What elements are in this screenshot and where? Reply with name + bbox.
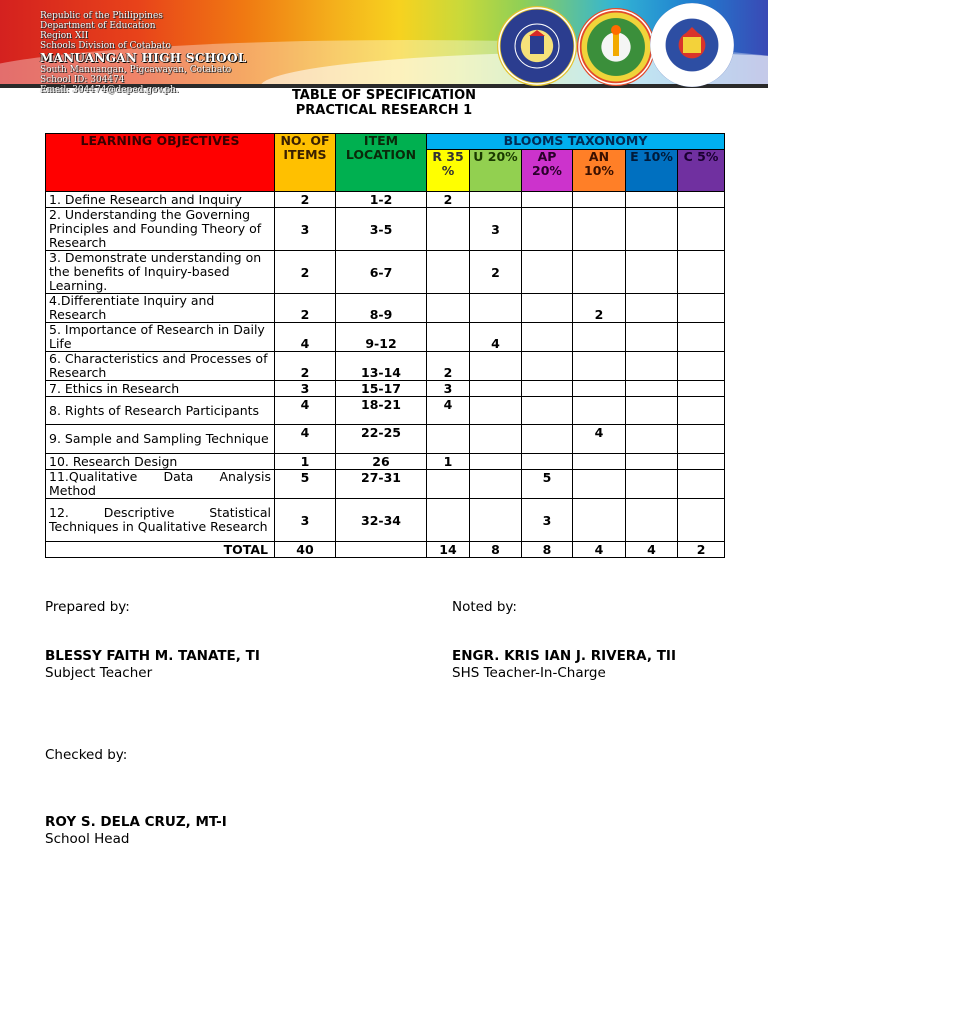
an-cell — [573, 381, 626, 397]
header-line: Schools Division of Cotabato — [40, 41, 171, 51]
r-cell — [427, 208, 470, 251]
header-no-of-items: NO. OF ITEMS — [275, 134, 336, 192]
total-c: 2 — [678, 542, 725, 558]
r-cell: 2 — [427, 192, 470, 208]
an-cell — [573, 208, 626, 251]
items-cell: 2 — [275, 192, 336, 208]
manuangan-high-school-seal-icon — [497, 6, 577, 86]
c-cell — [678, 454, 725, 470]
location-cell: 22-25 — [336, 425, 427, 454]
items-cell: 2 — [275, 352, 336, 381]
c-cell — [678, 425, 725, 454]
deped-seal-icon — [650, 3, 734, 87]
ap-cell: 5 — [522, 470, 573, 499]
c-cell — [678, 352, 725, 381]
ap-cell — [522, 294, 573, 323]
objective-cell: 11.Qualitative Data Analysis Method — [46, 470, 275, 499]
header-line: Department of Education — [40, 21, 156, 31]
r-cell: 1 — [427, 454, 470, 470]
an-cell — [573, 192, 626, 208]
table-row — [46, 294, 725, 323]
an-cell — [573, 454, 626, 470]
ap-cell: 3 — [522, 499, 573, 542]
e-cell — [626, 381, 678, 397]
ap-cell — [522, 352, 573, 381]
objective-cell: 4.Differentiate Inquiry and Research — [46, 294, 275, 323]
an-cell: 4 — [573, 425, 626, 454]
table-row — [46, 192, 725, 208]
r-cell — [427, 294, 470, 323]
items-cell: 4 — [275, 425, 336, 454]
items-cell: 1 — [275, 454, 336, 470]
location-cell: 27-31 — [336, 470, 427, 499]
r-cell — [427, 323, 470, 352]
noted-by-name: ENGR. KRIS IAN J. RIVERA, TII — [452, 648, 676, 664]
an-cell: 2 — [573, 294, 626, 323]
u-cell — [470, 425, 522, 454]
u-cell — [470, 294, 522, 323]
e-cell — [626, 352, 678, 381]
ap-cell — [522, 425, 573, 454]
e-cell — [626, 470, 678, 499]
header-r: R 35 % — [427, 150, 470, 192]
school-id: School ID: 304474 — [40, 75, 125, 85]
ap-cell — [522, 381, 573, 397]
header-banner — [0, 0, 768, 95]
table-row — [46, 499, 725, 542]
u-cell — [470, 381, 522, 397]
location-cell: 13-14 — [336, 352, 427, 381]
r-cell — [427, 251, 470, 294]
r-cell — [427, 425, 470, 454]
checked-by-label: Checked by: — [45, 747, 128, 763]
r-cell — [427, 470, 470, 499]
table-row — [46, 381, 725, 397]
noted-by-label: Noted by: — [452, 599, 517, 615]
e-cell — [626, 251, 678, 294]
ap-cell — [522, 192, 573, 208]
e-cell — [626, 454, 678, 470]
ap-cell — [522, 251, 573, 294]
total-location — [336, 542, 427, 558]
an-cell — [573, 499, 626, 542]
header-e: E 10% — [626, 150, 678, 192]
prepared-by-name: BLESSY FAITH M. TANATE, TI — [45, 648, 260, 664]
table-row — [46, 251, 725, 294]
items-cell: 4 — [275, 397, 336, 425]
total-an: 4 — [573, 542, 626, 558]
c-cell — [678, 470, 725, 499]
an-cell — [573, 251, 626, 294]
e-cell — [626, 294, 678, 323]
header-u: U 20% — [470, 150, 522, 192]
total-row — [46, 542, 725, 558]
u-cell — [470, 470, 522, 499]
r-cell: 4 — [427, 397, 470, 425]
total-label: TOTAL — [46, 542, 275, 558]
school-email: Email: 304474@deped.gov.ph. — [40, 85, 179, 95]
r-cell: 3 — [427, 381, 470, 397]
header-line: Region XII — [40, 31, 89, 41]
items-cell: 5 — [275, 470, 336, 499]
objective-cell: 7. Ethics in Research — [46, 381, 275, 397]
u-cell: 4 — [470, 323, 522, 352]
table-row — [46, 352, 725, 381]
checked-by-name: ROY S. DELA CRUZ, MT-I — [45, 814, 227, 830]
objective-cell: 1. Define Research and Inquiry — [46, 192, 275, 208]
location-cell: 1-2 — [336, 192, 427, 208]
objective-cell: 8. Rights of Research Participants — [46, 397, 275, 425]
objective-cell: 9. Sample and Sampling Technique — [46, 425, 275, 454]
total-ap: 8 — [522, 542, 573, 558]
header-item-location: ITEM LOCATION — [336, 134, 427, 192]
items-cell: 2 — [275, 251, 336, 294]
location-cell: 6-7 — [336, 251, 427, 294]
table-row — [46, 425, 725, 454]
c-cell — [678, 294, 725, 323]
header-an: AN 10% — [573, 150, 626, 192]
table-row — [46, 397, 725, 425]
document-title: TABLE OF SPECIFICATION — [291, 88, 477, 103]
location-cell: 9-12 — [336, 323, 427, 352]
school-address: South Manuangan, Pigcawayan, Cotabato — [40, 65, 232, 75]
e-cell — [626, 208, 678, 251]
table-row — [46, 454, 725, 470]
c-cell — [678, 381, 725, 397]
items-cell: 3 — [275, 381, 336, 397]
u-cell: 3 — [470, 208, 522, 251]
prepared-by-label: Prepared by: — [45, 599, 130, 615]
e-cell — [626, 397, 678, 425]
header-learning-objectives: LEARNING OBJECTIVES — [46, 134, 275, 192]
objective-cell: 2. Understanding the Governing Principles and Founding Theory of Research — [46, 208, 275, 251]
items-cell: 4 — [275, 323, 336, 352]
ap-cell — [522, 397, 573, 425]
e-cell — [626, 323, 678, 352]
an-cell — [573, 470, 626, 499]
u-cell — [470, 499, 522, 542]
school-name: MANUANGAN HIGH SCHOOL — [40, 51, 247, 65]
items-cell: 2 — [275, 294, 336, 323]
ap-cell — [522, 323, 573, 352]
location-cell: 8-9 — [336, 294, 427, 323]
table-row — [46, 208, 725, 251]
total-items: 40 — [275, 542, 336, 558]
location-cell: 32-34 — [336, 499, 427, 542]
objective-cell: 12. Descriptive Statistical Techniques in Qualitative Research — [46, 499, 275, 542]
u-cell — [470, 397, 522, 425]
deped-cotabato-seal-icon — [577, 8, 655, 86]
location-cell: 18-21 — [336, 397, 427, 425]
header-ap: AP 20% — [522, 150, 573, 192]
u-cell: 2 — [470, 251, 522, 294]
items-cell: 3 — [275, 499, 336, 542]
r-cell: 2 — [427, 352, 470, 381]
an-cell — [573, 323, 626, 352]
e-cell — [626, 499, 678, 542]
objective-cell: 10. Research Design — [46, 454, 275, 470]
c-cell — [678, 323, 725, 352]
total-r: 14 — [427, 542, 470, 558]
total-e: 4 — [626, 542, 678, 558]
c-cell — [678, 251, 725, 294]
objective-cell: 6. Characteristics and Processes of Research — [46, 352, 275, 381]
u-cell — [470, 192, 522, 208]
specification-table — [45, 133, 725, 558]
total-u: 8 — [470, 542, 522, 558]
e-cell — [626, 192, 678, 208]
u-cell — [470, 454, 522, 470]
c-cell — [678, 397, 725, 425]
table-row — [46, 323, 725, 352]
objective-cell: 3. Demonstrate understanding on the benefits of Inquiry-based Learning. — [46, 251, 275, 294]
e-cell — [626, 425, 678, 454]
location-cell: 15-17 — [336, 381, 427, 397]
c-cell — [678, 192, 725, 208]
r-cell — [427, 499, 470, 542]
prepared-by-title: Subject Teacher — [45, 665, 153, 681]
header-blooms-taxonomy: BLOOMS TAXONOMY — [427, 134, 725, 150]
ap-cell — [522, 454, 573, 470]
table-row — [46, 470, 725, 499]
u-cell — [470, 352, 522, 381]
header-line: Republic of the Philippines — [40, 11, 163, 21]
school-info — [40, 11, 247, 95]
header-c: C 5% — [678, 150, 725, 192]
location-cell: 26 — [336, 454, 427, 470]
document-subtitle: PRACTICAL RESEARCH 1 — [295, 103, 473, 118]
noted-by-title: SHS Teacher-In-Charge — [452, 665, 606, 681]
an-cell — [573, 397, 626, 425]
objective-cell: 5. Importance of Research in Daily Life — [46, 323, 275, 352]
ap-cell — [522, 208, 573, 251]
c-cell — [678, 208, 725, 251]
items-cell: 3 — [275, 208, 336, 251]
location-cell: 3-5 — [336, 208, 427, 251]
checked-by-title: School Head — [45, 831, 130, 847]
c-cell — [678, 499, 725, 542]
an-cell — [573, 352, 626, 381]
